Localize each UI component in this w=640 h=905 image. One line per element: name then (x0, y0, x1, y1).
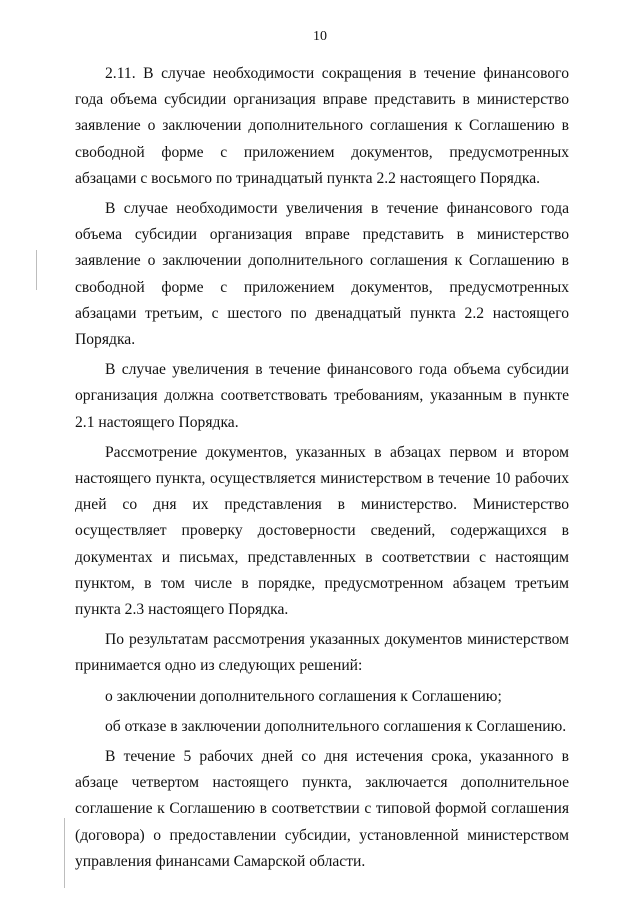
paragraph-increase-request: В случае необходимости увеличения в течение финансового года объема субсидии организация вправе представить в министерство заявление о заключении дополнительного соглашения к Соглашению в свободной форме с приложением документов, предусмотренных абзацами третьим, с шестого по двенадцатый пункта 2.2 настоящего Порядка. (75, 200, 569, 349)
paragraph-decisions-intro: По результатам рассмотрения указанных документов министерством принимается одно из следующих решений: (75, 631, 569, 675)
paragraph-2-11: 2.11. В случае необходимости сокращения в течение финансового года объема субсидии организация вправе представить в министерство заявление о заключении дополнительного соглашения к Соглашению в свободной форме с приложением документов, предусмотренных абзацами с восьмого по тринадцатый пункта 2.2 настоящего Порядка. (75, 65, 569, 187)
document-body (75, 61, 569, 879)
paragraph-review-procedure: Рассмотрение документов, указанных в абзацах первом и втором настоящего пункта, осуществляется министерством в течение 10 рабочих дней со дня их представления в министерство. Министерство осуществляет проверку достоверности сведений, содержащихся в документах и письмах, представленных в соответствии с настоящим пунктом, в том числе в порядке, предусмотренном абзацем третьим пункта 2.3 настоящего Порядка. (75, 443, 569, 619)
scan-artifact-line (36, 250, 37, 290)
paragraph-decision-refuse: об отказе в заключении дополнительного соглашения к Соглашению. (105, 717, 567, 735)
scan-artifact-line (64, 818, 65, 888)
paragraph-increase-requirements: В случае увеличения в течение финансового года объема субсидии организация должна соответствовать требованиям, указанным в пункте 2.1 настоящего Порядка. (75, 361, 569, 431)
paragraph-decision-conclude: о заключении дополнительного соглашения к Соглашению; (105, 687, 502, 705)
paragraph-agreement-conclusion: В течение 5 рабочих дней со дня истечения срока, указанного в абзаце четвертом настоящего пункта, заключается дополнительное соглашение к Соглашению в соответствии с типовой формой соглашения (договора) о предоставлении субсидии, установленной министерством управления финансами Самарской области. (75, 748, 569, 870)
page-number: 10 (313, 29, 327, 44)
